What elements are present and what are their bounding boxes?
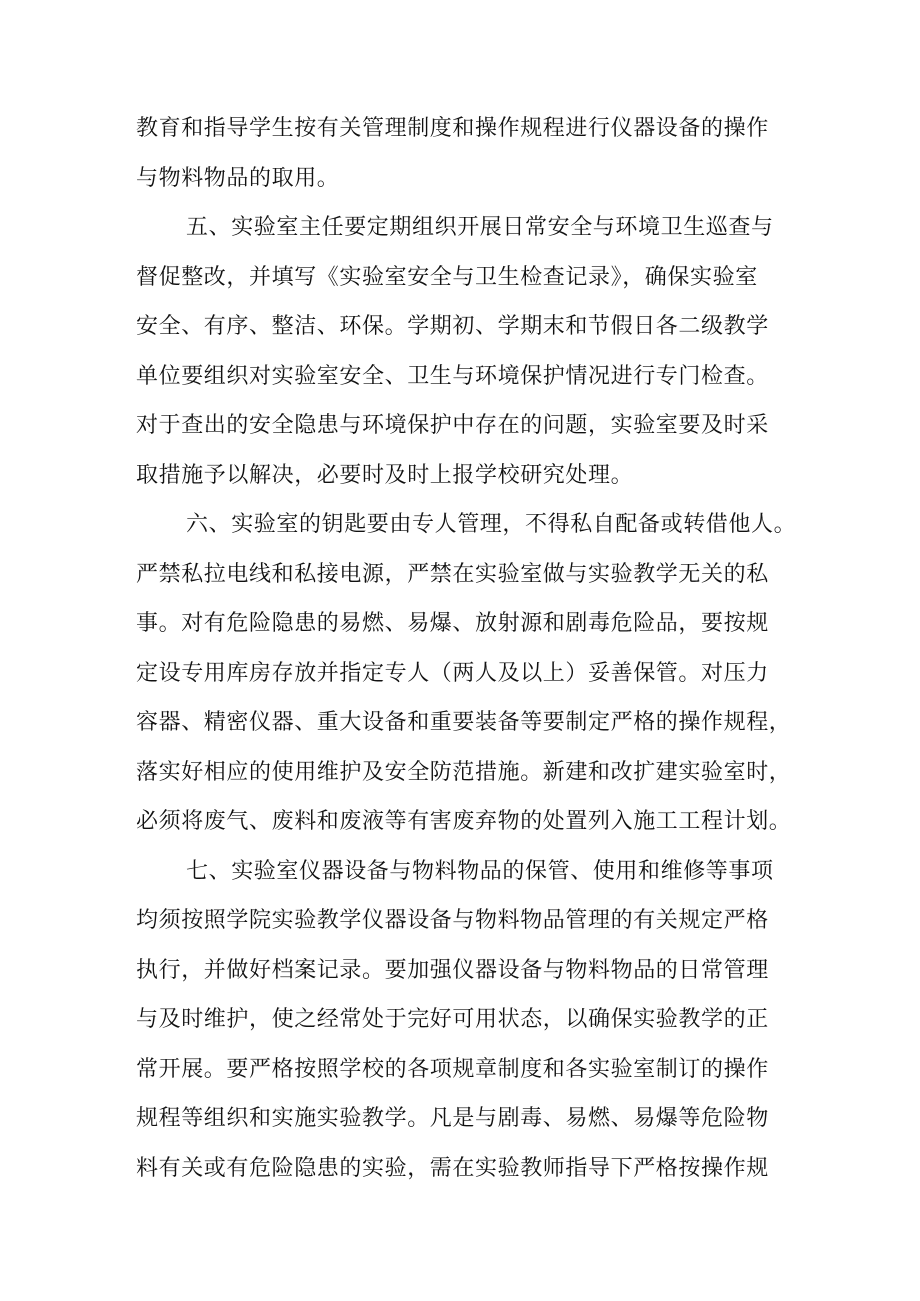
text-line: 规程等组织和实施实验教学。凡是与剧毒、易燃、易爆等危险物	[136, 1106, 769, 1131]
section-six-heading-line: 六、实验室的钥匙要由专人管理，不得私自配备或转借他人。	[186, 512, 797, 537]
text-line: 安全、有序、整洁、环保。学期初、学期末和节假日各二级教学	[136, 314, 769, 339]
text-line: 与及时维护，使之经常处于完好可用状态，以确保实验教学的正	[136, 1007, 769, 1032]
text-line: 严禁私拉电线和私接电源，严禁在实验室做与实验教学无关的私	[136, 561, 769, 587]
text-line: 对于查出的安全隐患与环境保护中存在的问题，实验室要及时采	[136, 413, 769, 438]
body-text	[136, 104, 796, 1193]
text-line: 教育和指导学生按有关管理制度和操作规程进行仪器设备的操作	[136, 116, 769, 141]
text-line: 容器、精密仪器、重大设备和重要装备等要制定严格的操作规程，	[136, 710, 792, 735]
text-line: 执行，并做好档案记录。要加强仪器设备与物料物品的日常管理	[136, 957, 769, 983]
text-line: 必须将废气、废料和废液等有害废弃物的处置列入施工工程计划。	[136, 809, 792, 834]
text-line: 单位要组织对实验室安全、卫生与环境保护情况进行专门检查。	[136, 363, 769, 389]
text-line: 定设专用库房存放并指定专人（两人及以上）妥善保管。对压力	[136, 660, 769, 686]
section-five-heading-line: 五、实验室主任要定期组织开展日常安全与环境卫生巡查与	[186, 215, 774, 240]
text-line: 料有关或有危险隐患的实验，需在实验教师指导下严格按操作规	[136, 1155, 769, 1181]
section-seven-heading-line: 七、实验室仪器设备与物料物品的保管、使用和维修等事项	[186, 858, 774, 884]
text-line: 落实好相应的使用维护及安全防范措施。新建和改扩建实验室时，	[136, 759, 792, 785]
text-line: 事。对有危险隐患的易燃、易爆、放射源和剧毒危险品，要按规	[136, 611, 769, 636]
text-line: 取措施予以解决，必要时及时上报学校研究处理。	[136, 462, 634, 488]
text-line: 均须按照学院实验教学仪器设备与物料物品管理的有关规定严格	[136, 908, 769, 933]
text-line: 常开展。要严格按照学校的各项规章制度和各实验室制订的操作	[136, 1056, 769, 1082]
text-line: 督促整改，并填写《实验室安全与卫生检查记录》，确保实验室	[136, 264, 758, 290]
text-line: 与物料物品的取用。	[136, 165, 340, 191]
